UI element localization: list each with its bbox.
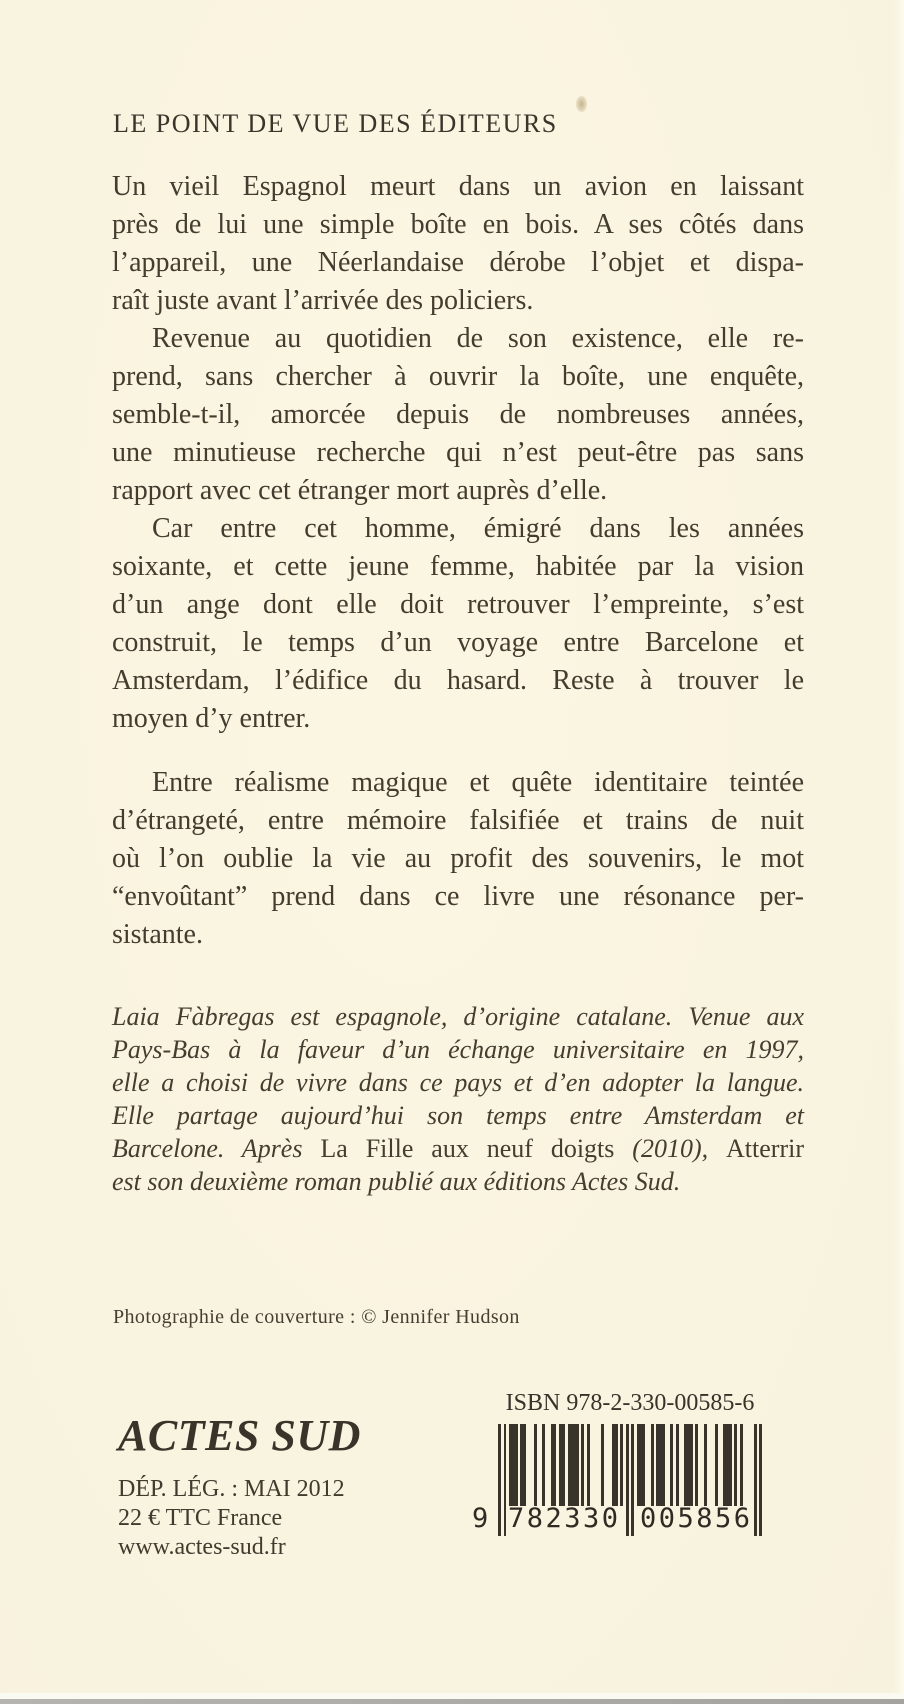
text-line: est son deuxième roman publié aux éditions Actes Sud. xyxy=(112,1167,681,1196)
barcode-bar xyxy=(562,1424,565,1506)
barcode-bar xyxy=(581,1424,584,1506)
price: 22 € TTC France xyxy=(118,1505,283,1531)
barcode-bar xyxy=(620,1424,623,1506)
text-line: semble-t-il, amorcée depuis de nombreuses années, xyxy=(112,399,804,430)
text-line: Entre réalisme magique et quête identitaire teintée xyxy=(152,767,804,798)
text-line: prend, sans chercher à ouvrir la boîte, une enquête, xyxy=(112,361,804,392)
barcode-bar xyxy=(542,1424,545,1506)
text-line: Un vieil Espagnol meurt dans un avion en laissant xyxy=(112,171,804,202)
text-line: rapport avec cet étranger mort auprès d’elle. xyxy=(112,475,608,506)
publisher-block xyxy=(118,1410,361,1561)
page-title: LE POINT DE VUE DES ÉDITEURS xyxy=(113,109,558,138)
barcode-bar xyxy=(515,1424,518,1506)
barcode-digit-lead: 9 xyxy=(472,1503,489,1534)
barcode-bar xyxy=(715,1424,718,1506)
scan-edge-bottom xyxy=(0,1699,904,1704)
barcode-bar xyxy=(729,1424,732,1506)
text-line: sistante. xyxy=(112,919,203,950)
barcode-bar xyxy=(734,1424,737,1506)
barcode-digits xyxy=(472,1502,762,1536)
barcode-bar xyxy=(690,1424,693,1506)
text-line: d’étrangeté, entre mémoire falsifiée et trains de nuit xyxy=(112,805,804,836)
author-bio xyxy=(112,1000,804,1198)
text-line: une minutieuse recherche qui n’est peut-être pas sans xyxy=(112,437,804,468)
synopsis-paragraph-1 xyxy=(112,168,804,320)
barcode-bar xyxy=(587,1424,590,1506)
barcode-bar xyxy=(740,1424,743,1506)
synopsis-paragraph-2 xyxy=(112,320,804,510)
text-line: près de lui une simple boîte en bois. A ses côtés dans xyxy=(112,209,804,240)
text-line: où l’on oublie la vie au profit des souvenirs, le mot xyxy=(112,843,804,874)
bio-segment: (2010), xyxy=(632,1134,727,1163)
text-line: d’un ange dont elle doit retrouver l’empreinte, s’est xyxy=(112,589,804,620)
scan-edge-right xyxy=(894,0,904,1704)
barcode-digits-left: 782330 xyxy=(508,1503,621,1534)
text-line: Amsterdam, l’édifice du hasard. Reste à trouver le xyxy=(112,665,804,696)
text-line: Elle partage aujourd’hui son temps entre Amsterdam et xyxy=(112,1101,804,1130)
text-line: soixante, et cette jeune femme, habitée par la vision xyxy=(112,551,804,582)
bio-segment: Barcelone. Après xyxy=(112,1134,321,1163)
synopsis-paragraph-4 xyxy=(112,764,804,954)
barcode-bar xyxy=(651,1424,654,1506)
isbn-label: ISBN 978-2-330-00585-6 xyxy=(505,1390,755,1416)
publisher-logo: ACTES SUD xyxy=(118,1411,361,1460)
text-line: l’appareil, une Néerlandaise dérobe l’objet et dispa- xyxy=(112,247,804,278)
text-line: moyen d’y entrer. xyxy=(112,703,311,734)
text-line: “envoûtant” prend dans ce livre une résonance per- xyxy=(112,881,804,912)
paper-speck xyxy=(576,96,587,112)
text-line: construit, le temps d’un voyage entre Barcelone et xyxy=(112,627,804,658)
barcode-bar xyxy=(601,1424,604,1506)
publisher-website: www.actes-sud.fr xyxy=(118,1534,286,1560)
barcode-bar xyxy=(662,1424,665,1506)
barcode-digits-right: 005856 xyxy=(640,1503,753,1534)
barcode-bar xyxy=(670,1424,673,1506)
text-line: Revenue au quotidien de son existence, elle re- xyxy=(152,323,804,354)
bio-line-mixed xyxy=(112,1132,804,1165)
barcode-bar xyxy=(576,1424,579,1506)
text-line: Pays-Bas à la faveur d’un échange universitaire en 1997, xyxy=(112,1035,804,1064)
synopsis xyxy=(112,168,804,954)
barcode-bar xyxy=(695,1424,698,1506)
book-title-first: La Fille aux neuf doigts xyxy=(320,1134,633,1163)
photo-credit: Photographie de couverture : © Jennifer Hudson xyxy=(113,1306,520,1328)
barcode-bar xyxy=(554,1424,557,1506)
barcode-bar xyxy=(615,1424,618,1506)
book-title-current: Atterrir xyxy=(726,1134,804,1163)
barcode-bar xyxy=(704,1424,707,1506)
barcode-bar xyxy=(676,1424,679,1506)
legal-deposit: DÉP. LÉG. : MAI 2012 xyxy=(118,1476,345,1502)
text-line: Laia Fàbregas est espagnole, d’origine catalane. Venue aux xyxy=(112,1002,804,1031)
barcode-bar xyxy=(534,1424,537,1506)
text-line: elle a choisi de vivre dans ce pays et d’en adopter la langue. xyxy=(112,1068,804,1097)
synopsis-paragraph-3 xyxy=(112,510,804,738)
barcode-bar xyxy=(523,1424,526,1506)
text-line: Car entre cet homme, émigré dans les années xyxy=(152,513,804,544)
text-line: raît juste avant l’arrivée des policiers. xyxy=(112,285,534,316)
barcode-bar xyxy=(643,1424,646,1506)
